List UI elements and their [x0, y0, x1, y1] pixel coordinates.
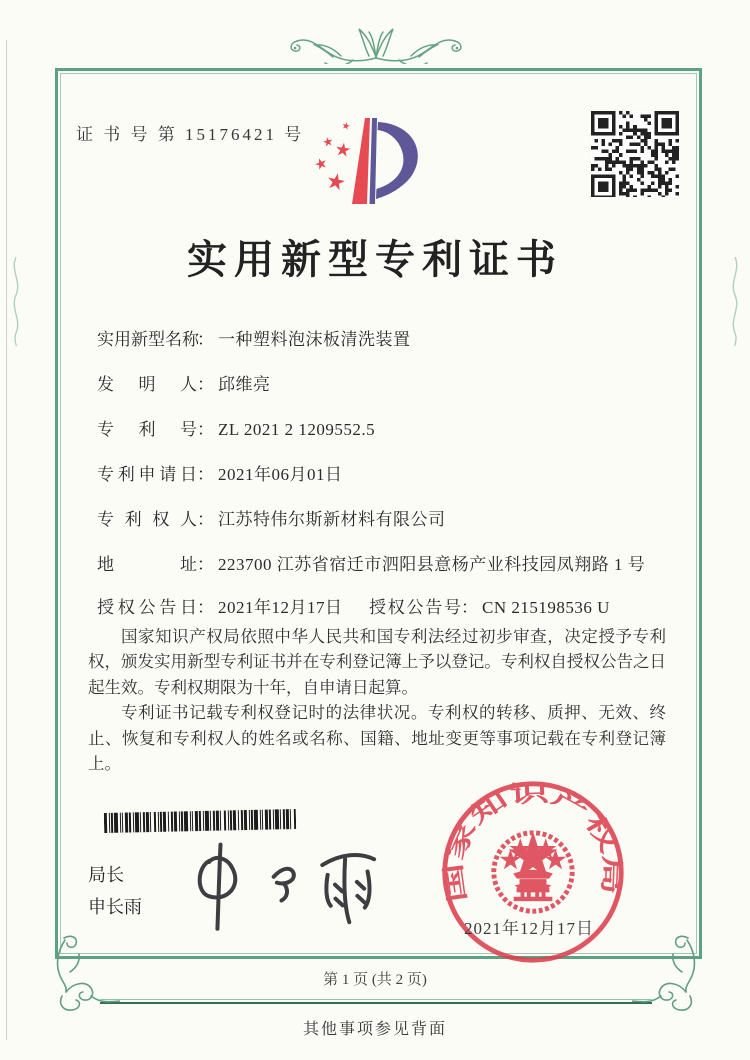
barcode	[104, 808, 296, 834]
field-filing-date: 专利申请日： 2021年06月01日	[97, 460, 343, 485]
field-value: 2021年06月01日	[218, 465, 343, 484]
seal-date: 2021年12月17日	[464, 919, 594, 938]
field-label: 授权公告号	[369, 598, 461, 617]
top-flourish-ornament	[281, 12, 471, 64]
field-value: 邱维亮	[218, 375, 271, 394]
field-address: 地址： 223700 江苏省宿迁市泗阳县意杨产业科技园凤翔路 1 号	[97, 550, 645, 575]
qr-code	[591, 111, 679, 197]
certificate-title: 实用新型专利证书	[187, 237, 563, 282]
field-label: 地址	[97, 555, 197, 574]
field-label: 发明人	[97, 375, 197, 394]
field-value: 江苏特伟尔斯新材料有限公司	[218, 510, 446, 529]
field-inventor: 发明人： 邱维亮	[97, 370, 271, 395]
field-value: 一种塑料泡沫板清洗装置	[218, 330, 411, 349]
signatory-block	[88, 860, 142, 923]
field-gazette-number: 授权公告号： CN 215198536 U	[369, 593, 610, 618]
legal-paragraph-2: 专利证书记载专利权登记时的法律状况。专利权的转移、质押、无效、终止、恢复和专利权人的姓名或名称、国籍、地址变更等事项记载在专利登记簿上。	[88, 703, 666, 774]
legal-paragraph-1: 国家知识产权局依照中华人民共和国专利法经过初步审查，决定授予专利权，颁发实用新型专利证书并在专利登记簿上予以登记。专利权自授权公告之日起生效。专利权期限为十年，自申请日起算。	[88, 627, 666, 697]
bottom-rule	[100, 999, 652, 1004]
seal-text: 国家知识产权局	[442, 781, 625, 904]
cnipa-logo-icon	[312, 112, 432, 212]
bottom-right-flourish-ornament	[632, 932, 702, 1012]
field-label: 专利号	[97, 420, 197, 439]
field-label: 专利权人	[97, 510, 197, 529]
field-utility-model-name: 实用新型名称： 一种塑料泡沫板清洗装置	[97, 325, 411, 350]
signature-icon	[186, 832, 404, 939]
field-patent-number: 专利号： ZL 2021 2 1209552.5	[97, 415, 375, 440]
official-seal-icon	[435, 774, 631, 970]
field-label: 授权公告日	[97, 598, 197, 617]
field-value: CN 215198536 U	[482, 598, 610, 617]
certificate-number: 证 书 号 第 15176421 号	[76, 125, 305, 144]
field-value: 223700 江苏省宿迁市泗阳县意杨产业科技园凤翔路 1 号	[218, 555, 646, 574]
field-patentee: 专利权人： 江苏特伟尔斯新材料有限公司	[97, 505, 446, 530]
field-grant-date: 授权公告日： 2021年12月17日 授权公告号： CN 215198536 U	[97, 593, 343, 618]
signatory-role: 局长	[88, 865, 124, 885]
legal-text	[88, 624, 666, 776]
back-note: 其他事项参见背面	[302, 1021, 447, 1038]
field-value: ZL 2021 2 1209552.5	[218, 420, 376, 439]
field-label: 实用新型名称	[97, 330, 199, 349]
bottom-left-flourish-ornament	[50, 932, 120, 1012]
page-number: 第 1 页 (共 2 页)	[323, 972, 427, 988]
signatory-name: 申长雨	[88, 896, 142, 917]
scan-paper-edge	[6, 40, 7, 1040]
field-value: 2021年12月17日	[218, 598, 343, 617]
field-label: 专利申请日	[97, 465, 197, 484]
